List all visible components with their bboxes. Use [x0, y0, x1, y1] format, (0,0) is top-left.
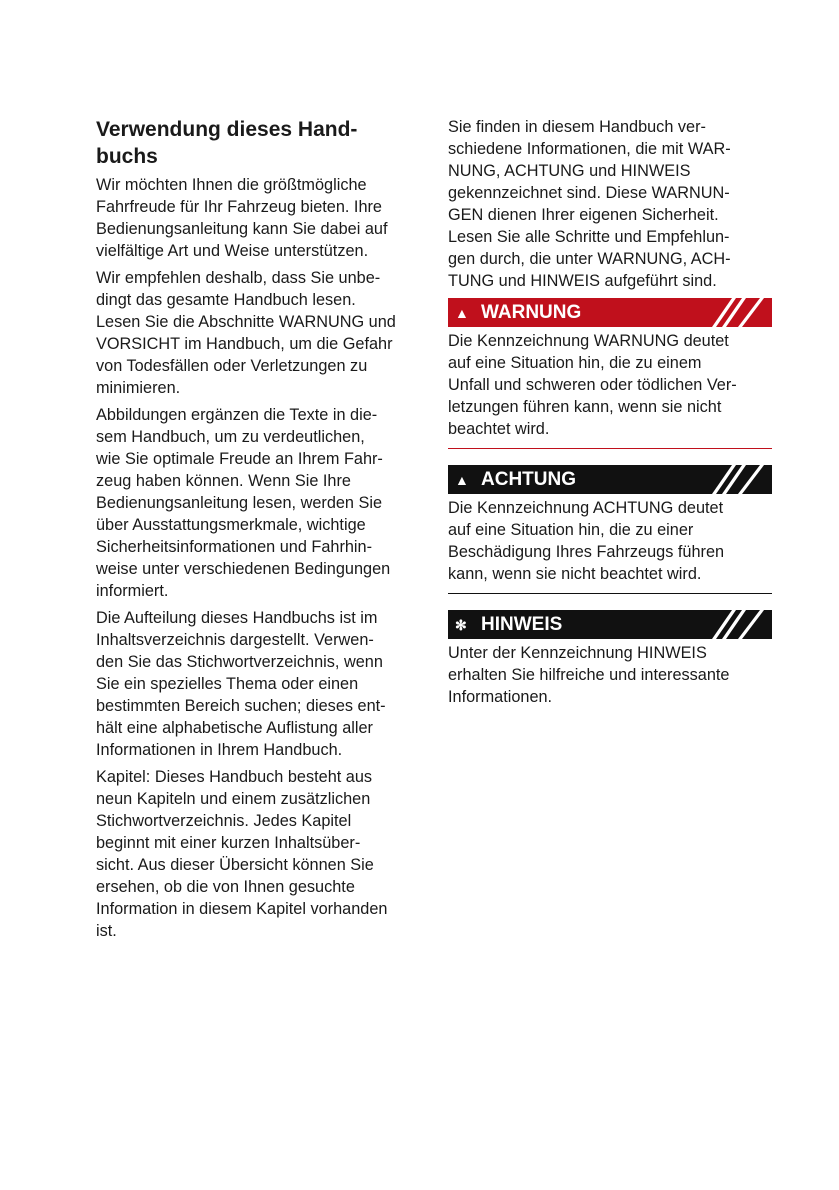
text-line: weise unter verschiedenen Bedingungen — [96, 560, 391, 578]
text-line: sem Handbuch, um zu verdeutlichen, — [96, 428, 365, 446]
text-line: schiedene Informationen, die mit WAR- — [448, 140, 731, 158]
text-line: von Todesfällen oder Verletzungen zu — [96, 357, 368, 375]
text-line: Beschädigung Ihres Fahrzeugs führen — [448, 543, 725, 561]
text-line: Die Aufteilung dieses Handbuchs ist im — [96, 609, 378, 627]
text-line: Lesen Sie alle Schritte und Empfehlun- — [448, 228, 730, 246]
text-line: über Ausstattungsmerkmale, wichtige — [96, 516, 366, 534]
notice-header — [448, 610, 772, 639]
body-paragraph — [96, 174, 418, 262]
stripes-icon — [712, 298, 772, 327]
text-line: Kapitel: Dieses Handbuch besteht aus — [96, 768, 373, 786]
text-line: Die Kennzeichnung ACHTUNG deutet — [448, 499, 724, 517]
text-line: sicht. Aus dieser Übersicht können Sie — [96, 856, 374, 874]
text-line: bestimmten Bereich suchen; dieses ent- — [96, 697, 386, 715]
notice-hinweis — [448, 610, 772, 708]
text-line: auf eine Situation hin, die zu einem — [448, 354, 702, 372]
text-line: zeug haben können. Wenn Sie Ihre — [96, 472, 351, 490]
notice-label: HINWEIS — [481, 614, 563, 635]
text-line: VORSICHT im Handbuch, um die Gefahr — [96, 335, 393, 353]
text-line: Informationen. — [448, 688, 553, 706]
notice-label: ACHTUNG — [481, 469, 576, 490]
text-line: gen durch, die unter WARNUNG, ACH- — [448, 250, 731, 268]
text-line: Unter der Kennzeichnung HINWEIS — [448, 644, 707, 662]
text-line: letzungen führen kann, wenn sie nicht — [448, 398, 722, 416]
text-line: Die Kennzeichnung WARNUNG deutet — [448, 332, 729, 350]
text-line: Informationen in Ihrem Handbuch. — [96, 741, 343, 759]
body-paragraph — [96, 404, 418, 602]
text-line: NUNG, ACHTUNG und HINWEIS — [448, 162, 691, 180]
text-line: Unfall und schweren oder tödlichen Ver- — [448, 376, 737, 394]
section-title — [96, 116, 418, 170]
text-line: Stichwortverzeichnis. Jedes Kapitel — [96, 812, 352, 830]
text-line: ist. — [96, 922, 117, 940]
text-line: beginnt mit einer kurzen Inhaltsüber- — [96, 834, 361, 852]
text-line: den Sie das Stichwortverzeichnis, wenn — [96, 653, 383, 671]
asterisk-icon: ✻ — [455, 617, 467, 633]
text-line: auf eine Situation hin, die zu einer — [448, 521, 694, 539]
text-line: neun Kapiteln und einem zusätzlichen — [96, 790, 371, 808]
stripes-icon — [712, 610, 772, 639]
notice-header — [448, 465, 772, 494]
notice-warnung — [448, 298, 772, 449]
text-line: Bedienungsanleitung kann Sie dabei auf — [96, 220, 388, 238]
text-line: Wir empfehlen deshalb, dass Sie unbe- — [96, 269, 381, 287]
right-column — [448, 116, 772, 713]
text-line: gekennzeichnet sind. Diese WARNUN- — [448, 184, 730, 202]
body-paragraph — [96, 267, 418, 399]
notice-text — [448, 497, 772, 585]
stripes-icon — [712, 465, 772, 494]
divider — [448, 593, 772, 594]
notice-label: WARNUNG — [481, 302, 582, 323]
title-line: Verwendung dieses Hand- — [96, 118, 358, 141]
text-line: beachtet wird. — [448, 420, 550, 438]
text-line: Lesen Sie die Abschnitte WARNUNG und — [96, 313, 396, 331]
body-paragraph — [96, 766, 418, 942]
text-line: vielfältige Art und Weise unterstützen. — [96, 242, 369, 260]
text-line: Sicherheitsinformationen und Fahrhin- — [96, 538, 373, 556]
intro-paragraph — [448, 116, 772, 292]
notice-text — [448, 642, 772, 708]
notice-achtung — [448, 465, 772, 594]
text-line: Sie finden in diesem Handbuch ver- — [448, 118, 706, 136]
text-line: Inhaltsverzeichnis dargestellt. Verwen- — [96, 631, 374, 649]
title-line: buchs — [96, 145, 158, 168]
warning-triangle-icon: ▲ — [455, 472, 469, 488]
text-line: GEN dienen Ihrer eigenen Sicherheit. — [448, 206, 719, 224]
notice-text — [448, 330, 772, 440]
divider — [448, 448, 772, 449]
text-line: Sie ein spezielles Thema oder einen — [96, 675, 359, 693]
text-line: TUNG und HINWEIS aufgeführt sind. — [448, 272, 717, 290]
text-line: informiert. — [96, 582, 169, 600]
text-line: erhalten Sie hilfreiche und interessante — [448, 666, 730, 684]
text-line: wie Sie optimale Freude an Ihrem Fahr- — [96, 450, 383, 468]
warning-triangle-icon: ▲ — [455, 305, 469, 321]
notice-header — [448, 298, 772, 327]
body-paragraph — [96, 607, 418, 761]
text-line: dingt das gesamte Handbuch lesen. — [96, 291, 356, 309]
text-line: minimieren. — [96, 379, 181, 397]
text-line: Bedienungsanleitung lesen, werden Sie — [96, 494, 383, 512]
text-line: Wir möchten Ihnen die größtmögliche — [96, 176, 367, 194]
text-line: Fahrfreude für Ihr Fahrzeug bieten. Ihre — [96, 198, 382, 216]
text-line: ersehen, ob die von Ihnen gesuchte — [96, 878, 355, 896]
left-column — [96, 116, 418, 947]
text-line: hält eine alphabetische Auflistung aller — [96, 719, 373, 737]
text-line: kann, wenn sie nicht beachtet wird. — [448, 565, 702, 583]
text-line: Abbildungen ergänzen die Texte in die- — [96, 406, 378, 424]
text-line: Information in diesem Kapitel vorhanden — [96, 900, 388, 918]
